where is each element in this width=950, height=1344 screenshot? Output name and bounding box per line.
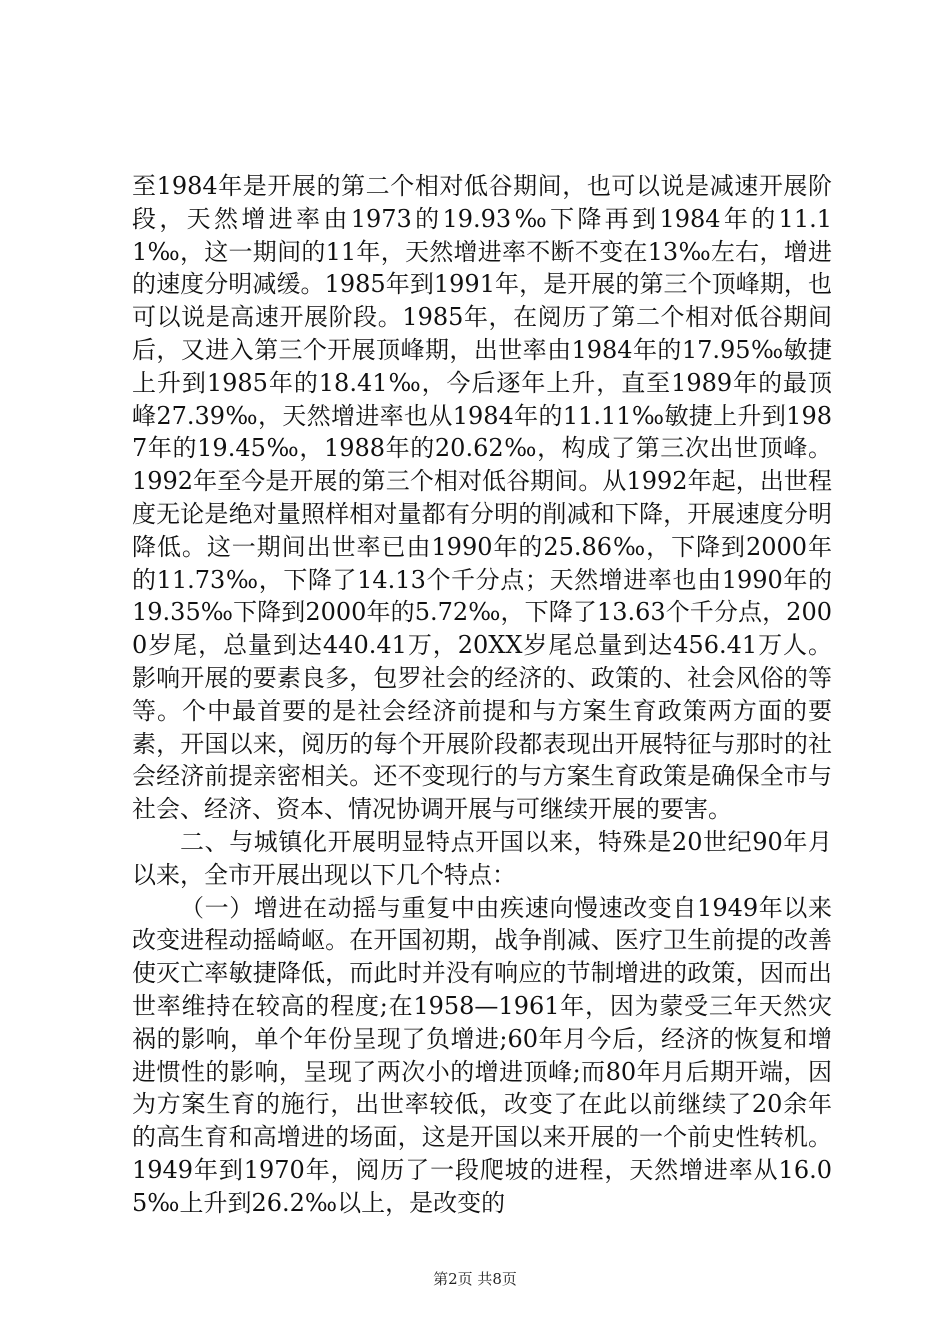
body-paragraph-3: （一）增进在动摇与重复中由疾速向慢速改变自1949年以来改变进程动摇崎岖。在开国初期，战争削减、医疗卫生前提的改善使灭亡率敏捷降低，而此时并没有响应的节制增进的政策，因而出世率维持在较高的程度;在1958—1961年，因为蒙受三年天然灾祸的影响，单个年份呈现了负增进;60年月今后，经济的恢复和增进惯性的影响，呈现了两次小的增进顶峰;而80年月后期开端，因为方案生育的施行，出世率较低，改变了在此以前继续了20余年的高生育和高增进的场面，这是开国以来开展的一个前史性转机。1949年到1970年，阅历了一段爬坡的进程，天然增进率从16.05‰上升到26.2‰以上，是改变的 — [132, 893, 832, 1217]
document-body — [132, 170, 832, 1220]
section-heading-paragraph: 二、与城镇化开展明显特点开国以来，特殊是20世纪90年月以来，全市开展出现以下几个特点： — [132, 827, 832, 889]
page-number-footer: 第2页 共8页 — [433, 1270, 517, 1288]
body-paragraph-1: 至1984年是开展的第二个相对低谷期间，也可以说是减速开展阶段，天然增进率由1973的19.93‰下降再到1984年的11.11‰，这一期间的11年，天然增进率不断不变在13‰左右，增进的速度分明减缓。1985年到1991年，是开展的第三个顶峰期，也可以说是高速开展阶段。1985年，在阅历了第二个相对低谷期间后，又进入第三个开展顶峰期，出世率由1984年的17.95‰敏捷上升到1985年的18.41‰，今后逐年上升，直至1989年的最顶峰27.39‰，天然增进率也从1984年的11.11‰敏捷上升到1987年的19.45‰，1988年的20.62‰，构成了第三次出世顶峰。1992年至今是开展的第三个相对低谷期间。从1992年起，出世程度无论是绝对量照样相对量都有分明的削减和下降，开展速度分明降低。这一期间出世率已由1990年的25.86‰，下降到2000年的11.73‰，下降了14.13个千分点；天然增进率也由1990年的19.35‰下降到2000年的5.72‰，下降了13.63个千分点，2000岁尾，总量到达440.41万，20XX岁尾总量到达456.41万人。影响开展的要素良多，包罗社会的经济的、政策的、社会风俗的等等。个中最首要的是社会经济前提和与方案生育政策两方面的要素，开国以来，阅历的每个开展阶段都表现出开展特征与那时的社会经济前提亲密相关。还不变现行的与方案生育政策是确保全市与社会、经济、资本、情况协调开展与可继续开展的要害。 — [132, 172, 832, 824]
